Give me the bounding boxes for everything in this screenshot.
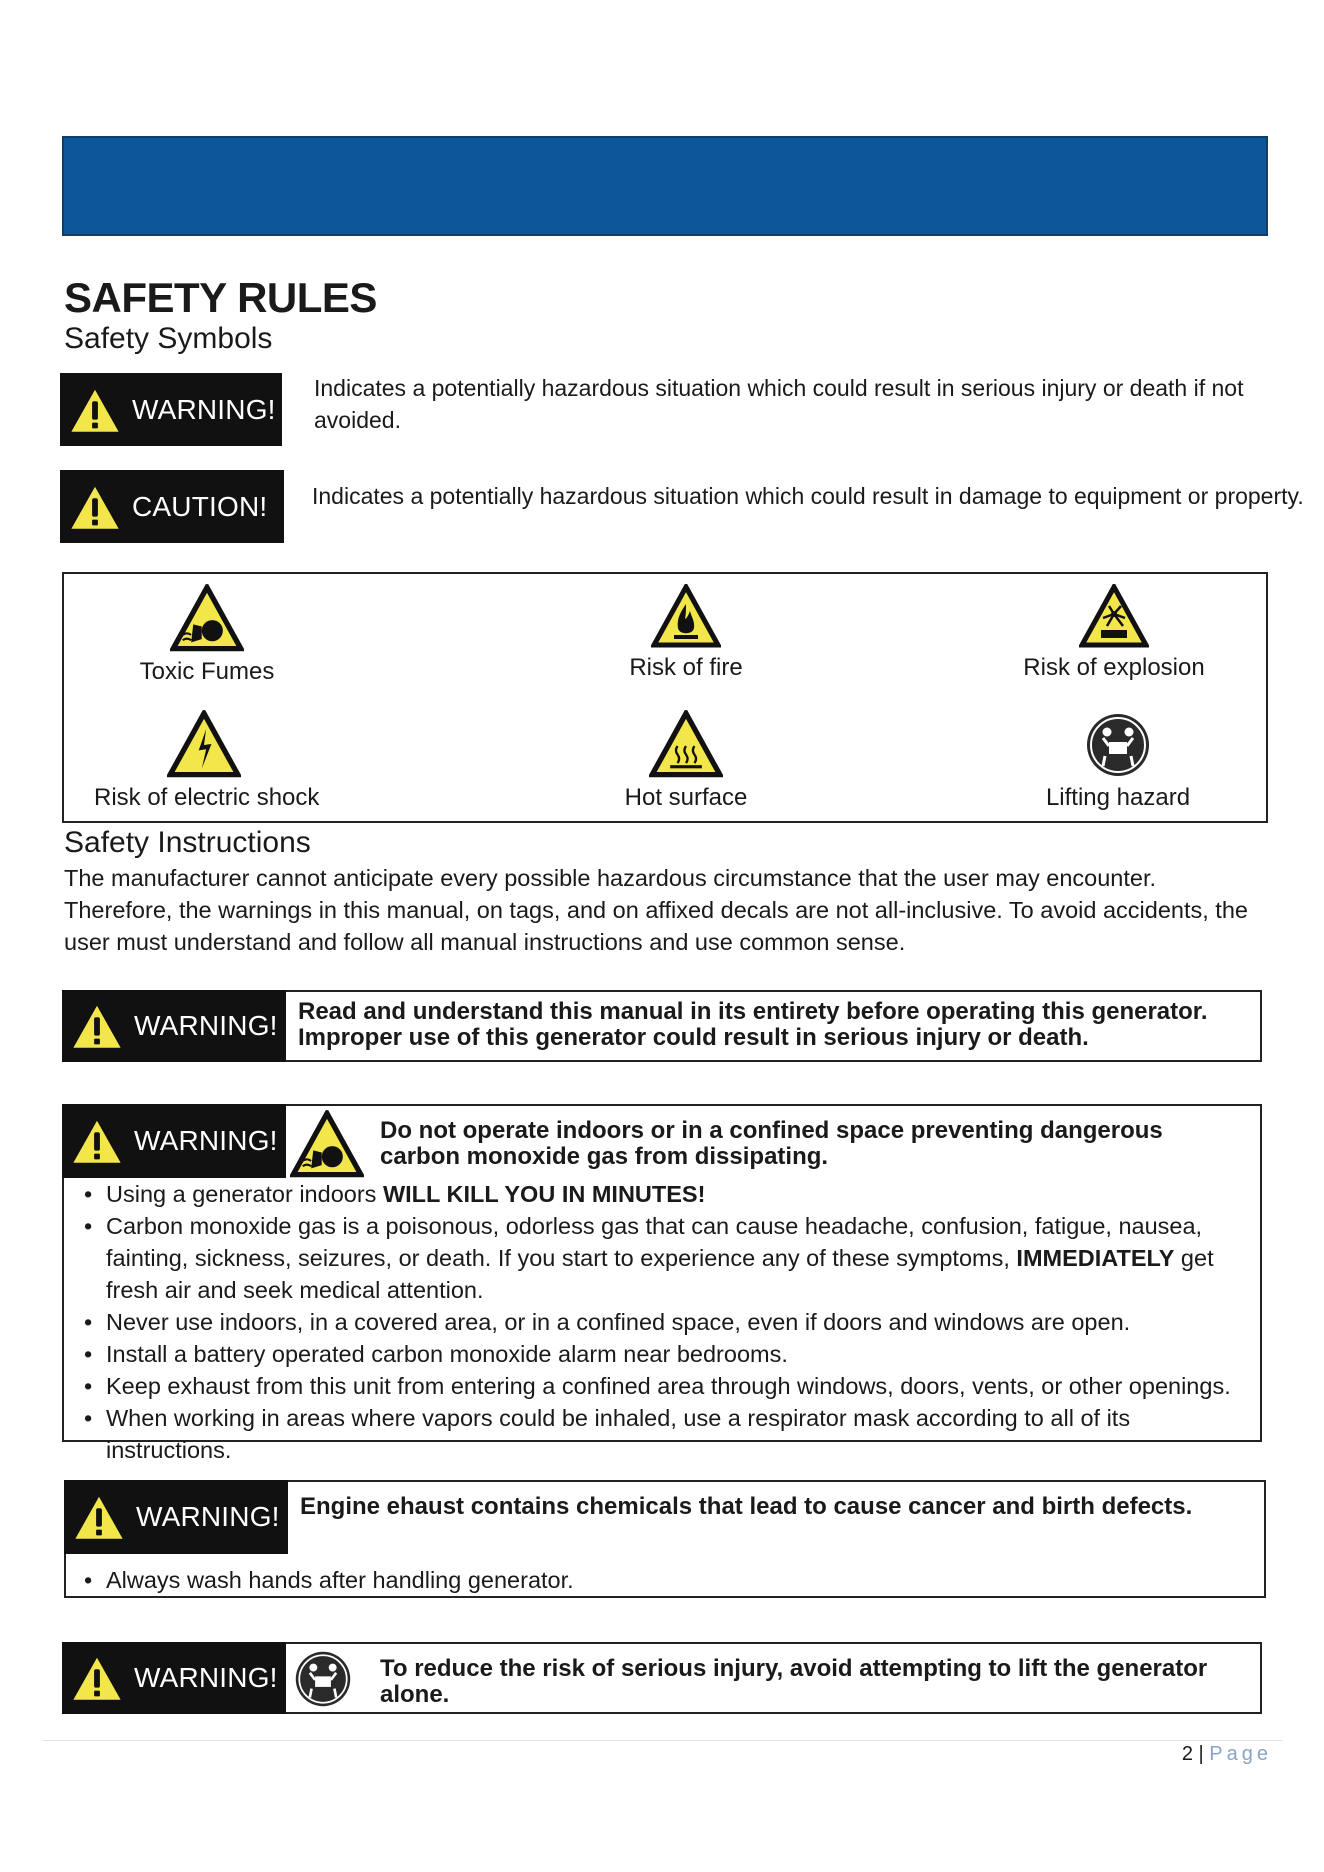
warning-badge: WARNING!: [62, 1642, 286, 1714]
warning-triangle-icon: [68, 997, 126, 1055]
symbol-risk-of-fire: Risk of fire: [586, 584, 786, 682]
list-item: • Carbon monoxide gas is a poisonous, odorless gas that can cause headache, confusion, fatigue, nausea, fainting, sickness, seizures, or death. If you start to experience any of these symptoms, IMMEDIATELY get fresh air and seek medical attention.: [64, 1210, 1260, 1306]
warning-badge: WARNING!: [64, 1480, 288, 1554]
warning-badge: [60, 373, 282, 446]
list-item: • When working in areas where vapors could be inhaled, use a respirator mask according to all of its instructions.: [64, 1402, 1260, 1466]
symbol-lifting-hazard: Lifting hazard: [1018, 712, 1218, 812]
caution-triangle-icon: [66, 478, 124, 536]
warning-badge: WARNING!: [62, 1104, 286, 1178]
symbol-risk-of-explosion: Risk of explosion: [1014, 584, 1214, 682]
lifting-hazard-icon: [1085, 712, 1151, 778]
list-item: • Using a generator indoors WILL KILL YOU IN MINUTES!: [64, 1178, 1260, 1210]
warning-badge-label: WARNING!: [132, 393, 276, 425]
instructions-intro: The manufacturer cannot anticipate every possible hazardous circumstance that the user may encounter. Therefore, the warnings in this manual, on tags, and on affixed decals are not all-inclusive. To avoid accidents, the user must understand and follow all manual instructions and use common sense.: [64, 865, 1248, 955]
page-title: SAFETY RULES: [64, 274, 377, 321]
warning-triangle-icon: [70, 1488, 128, 1546]
toxic-fumes-icon: [170, 584, 244, 652]
warning-legend-text: Indicates a potentially hazardous situation which could result in serious injury or death if not avoided.: [314, 375, 1244, 433]
page-number: 2 | Page: [1181, 1743, 1272, 1765]
warning-triangle-icon: [66, 381, 124, 439]
hot-surface-icon: [649, 710, 723, 778]
symbol-electric-shock: Risk of electric shock: [94, 710, 314, 812]
warning-triangle-icon: [68, 1649, 126, 1707]
symbol-hot-surface: Hot surface: [586, 710, 786, 812]
symbol-toxic-fumes: Toxic Fumes: [112, 584, 302, 686]
header-band: [62, 136, 1268, 236]
warning-read-manual-text: Read and understand this manual in its entirety before operating this generator. Improper use of this generator could result in serious injury or death.: [298, 998, 1208, 1051]
caution-legend-text: Indicates a potentially hazardous situation which could result in damage to equipment or property.: [312, 483, 1304, 509]
caution-badge: [60, 470, 284, 543]
fire-icon: [649, 584, 723, 648]
warning-badge: WARNING!: [62, 990, 286, 1062]
warning-lifting-text: To reduce the risk of serious injury, avoid attempting to lift the generator alone.: [380, 1655, 1208, 1708]
list-item: • Install a battery operated carbon monoxide alarm near bedrooms.: [64, 1338, 1260, 1370]
warning-triangle-icon: [68, 1112, 126, 1170]
engine-exhaust-bullet-list: [64, 1564, 1260, 1596]
list-item: • Always wash hands after handling generator.: [64, 1564, 1260, 1596]
safety-symbols-heading: Safety Symbols: [64, 322, 273, 355]
caution-badge-label: CAUTION!: [132, 490, 268, 522]
warning-engine-exhaust-text: Engine ehaust contains chemicals that lead to cause cancer and birth defects.: [300, 1493, 1193, 1520]
electric-shock-icon: [167, 710, 241, 778]
lifting-hazard-icon: [294, 1650, 352, 1708]
explosion-icon: [1077, 584, 1151, 648]
list-item: • Keep exhaust from this unit from entering a confined area through windows, doors, vents, or other openings.: [64, 1370, 1260, 1402]
toxic-fumes-icon: [290, 1110, 364, 1178]
warning-carbon-monoxide-title: Do not operate indoors or in a confined space preventing dangerous carbon monoxide gas from dissipating.: [380, 1117, 1163, 1170]
list-item: • Never use indoors, in a covered area, or in a confined space, even if doors and windows are open.: [64, 1306, 1260, 1338]
footer-divider: [42, 1740, 1282, 1741]
carbon-monoxide-bullet-list: [64, 1178, 1260, 1466]
safety-instructions-heading: Safety Instructions: [64, 826, 311, 859]
